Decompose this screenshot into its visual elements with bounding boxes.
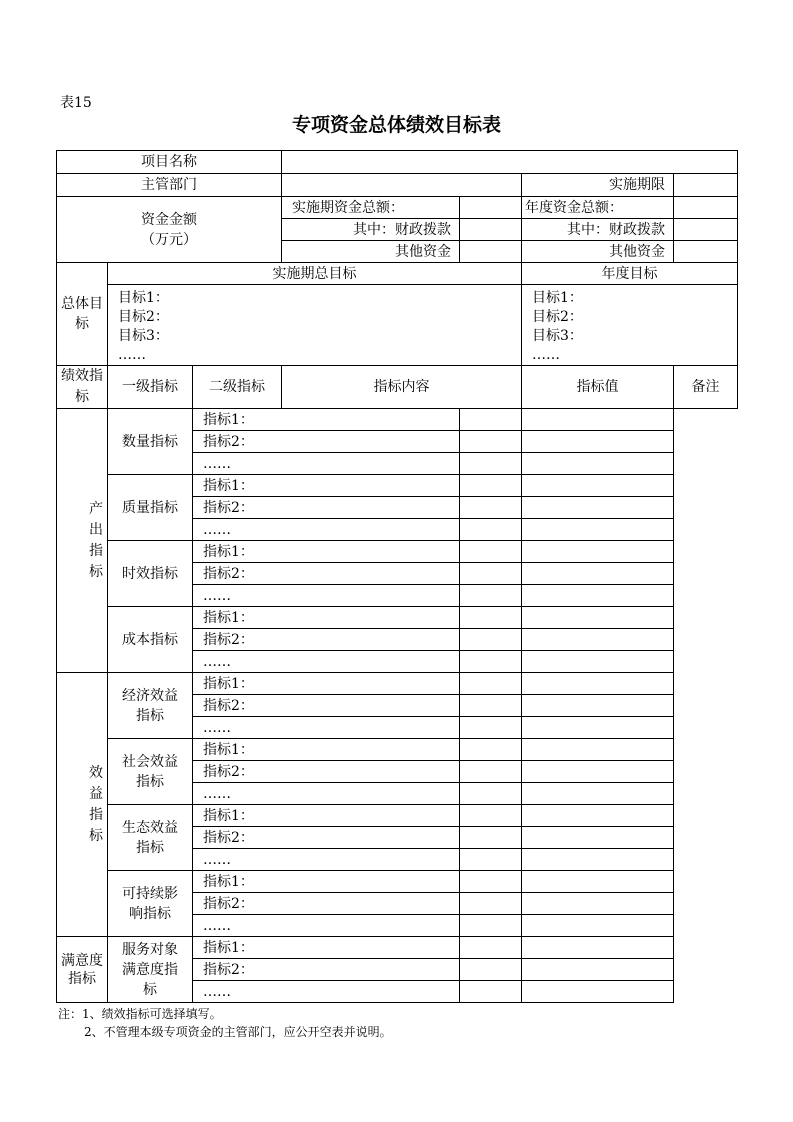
indicator-content[interactable]: 指标2：: [193, 431, 460, 453]
indicator-remark[interactable]: [522, 717, 674, 739]
project-name-value[interactable]: [282, 151, 738, 174]
table-row: [57, 409, 738, 431]
level2-indicator: 数量指标: [108, 409, 193, 475]
level2-header: 二级指标: [193, 366, 282, 409]
indicator-remark[interactable]: [522, 849, 674, 871]
indicator-value[interactable]: [460, 915, 522, 937]
other-value[interactable]: [460, 241, 522, 263]
row-funds-total: [57, 197, 738, 219]
notes: [58, 1005, 392, 1041]
indicator-value[interactable]: [460, 453, 522, 475]
indicator-value[interactable]: [460, 695, 522, 717]
indicator-remark[interactable]: [522, 915, 674, 937]
fiscal-value[interactable]: [460, 219, 522, 241]
period-goal-header: 实施期总目标: [108, 263, 522, 285]
indicator-remark[interactable]: [522, 827, 674, 849]
indicator-remark[interactable]: [522, 519, 674, 541]
row-goal-headers: [57, 263, 738, 285]
fiscal-label: 其中：财政拨款: [282, 219, 460, 241]
indicator-value[interactable]: [460, 959, 522, 981]
indicator-value[interactable]: [460, 827, 522, 849]
indicator-content[interactable]: 指标2：: [193, 761, 460, 783]
indicator-remark[interactable]: [522, 981, 674, 1003]
indicator-remark[interactable]: [522, 453, 674, 475]
indicator-content[interactable]: ……: [193, 915, 460, 937]
indicator-remark[interactable]: [522, 585, 674, 607]
indicator-content[interactable]: 指标2：: [193, 563, 460, 585]
indicator-content[interactable]: 指标2：: [193, 893, 460, 915]
indicator-content[interactable]: ……: [193, 453, 460, 475]
indicator-value[interactable]: [460, 563, 522, 585]
table-row: [57, 541, 738, 563]
indicator-value[interactable]: [460, 607, 522, 629]
document-title: 专项资金总体绩效目标表: [291, 114, 501, 136]
indicator-content[interactable]: 指标1：: [193, 607, 460, 629]
table-row: [57, 475, 738, 497]
indicator-value[interactable]: [460, 937, 522, 959]
indicator-remark[interactable]: [522, 783, 674, 805]
project-name-label: 项目名称: [57, 151, 282, 174]
level2-indicator: 社会效益指标: [108, 739, 193, 805]
indicator-value[interactable]: [460, 849, 522, 871]
table-row: [57, 739, 738, 761]
indicator-value[interactable]: [460, 871, 522, 893]
year-other-value[interactable]: [674, 241, 738, 263]
indicator-value[interactable]: [460, 475, 522, 497]
indicator-value[interactable]: [460, 673, 522, 695]
indicator-content[interactable]: 指标1：: [193, 673, 460, 695]
indicator-value[interactable]: [460, 629, 522, 651]
indicator-value[interactable]: [460, 585, 522, 607]
indicator-remark[interactable]: [522, 475, 674, 497]
note-1: 注：1、绩效指标可选择填写。: [58, 1007, 222, 1021]
indicator-value[interactable]: [460, 541, 522, 563]
year-total-value[interactable]: [674, 197, 738, 219]
indicators-label: 绩效指标: [57, 366, 108, 409]
table-row: [57, 937, 738, 959]
indicator-value[interactable]: [460, 981, 522, 1003]
output-indicators-label: 产出指标: [57, 409, 108, 673]
performance-goal-table: [56, 150, 738, 1003]
indicator-remark[interactable]: [522, 651, 674, 673]
indicator-remark[interactable]: [522, 937, 674, 959]
indicator-remark[interactable]: [522, 739, 674, 761]
year-fiscal-value[interactable]: [674, 219, 738, 241]
indicator-value[interactable]: [460, 739, 522, 761]
level2-indicator: 经济效益指标: [108, 673, 193, 739]
indicator-remark[interactable]: [522, 673, 674, 695]
indicator-content[interactable]: ……: [193, 783, 460, 805]
indicator-content[interactable]: 指标2：: [193, 827, 460, 849]
indicator-remark[interactable]: [522, 409, 674, 431]
indicator-value[interactable]: [460, 431, 522, 453]
indicator-remark[interactable]: [522, 607, 674, 629]
year-total-label: 年度资金总额：: [522, 197, 674, 219]
satisfaction-indicators-label: 满意度指标: [57, 937, 108, 1003]
indicator-value[interactable]: [460, 497, 522, 519]
indicator-content[interactable]: 指标2：: [193, 629, 460, 651]
level2-indicator: 服务对象满意度指标: [108, 937, 193, 1003]
indicator-remark[interactable]: [522, 959, 674, 981]
row-indicator-headers: [57, 366, 738, 409]
indicator-content[interactable]: ……: [193, 849, 460, 871]
level2-indicator: 可持续影响指标: [108, 871, 193, 937]
table-number: 表15: [60, 95, 92, 111]
level2-indicator: 成本指标: [108, 607, 193, 673]
indicator-remark[interactable]: [522, 893, 674, 915]
indicator-remark[interactable]: [522, 541, 674, 563]
period-total-value[interactable]: [460, 197, 522, 219]
indicator-content[interactable]: 指标2：: [193, 695, 460, 717]
indicator-content[interactable]: 指标1：: [193, 871, 460, 893]
indicator-remark[interactable]: [522, 431, 674, 453]
indicator-content[interactable]: ……: [193, 651, 460, 673]
indicator-value[interactable]: [460, 519, 522, 541]
row-dept: [57, 174, 738, 197]
remark-header: 备注: [674, 366, 738, 409]
dept-label: 主管部门: [57, 174, 282, 197]
indicator-value[interactable]: [460, 651, 522, 673]
indicator-remark[interactable]: [522, 805, 674, 827]
level2-indicator: 生态效益指标: [108, 805, 193, 871]
period-label: 实施期限: [522, 174, 674, 197]
table-row: [57, 607, 738, 629]
period-total-label: 实施期资金总额：: [282, 197, 460, 219]
other-label: 其他资金: [282, 241, 460, 263]
indicator-value[interactable]: [460, 893, 522, 915]
year-fiscal-label: 其中：财政拨款: [522, 219, 674, 241]
dept-value[interactable]: [282, 174, 522, 197]
indicator-content[interactable]: ……: [193, 717, 460, 739]
year-other-label: 其他资金: [522, 241, 674, 263]
indicator-remark[interactable]: [522, 497, 674, 519]
indicator-value[interactable]: [460, 805, 522, 827]
row-project-name: [57, 151, 738, 174]
period-value[interactable]: [674, 174, 738, 197]
content-header: 指标内容: [282, 366, 522, 409]
table-row: [57, 871, 738, 893]
table-row: [57, 673, 738, 695]
indicator-remark[interactable]: [522, 563, 674, 585]
indicator-value[interactable]: [460, 783, 522, 805]
overall-goal-label: 总体目标: [57, 263, 108, 366]
row-goals: [57, 285, 738, 366]
period-goals[interactable]: 目标1： 目标2： 目标3： ……: [108, 285, 522, 366]
benefit-indicators-label: 效益指标: [57, 673, 108, 937]
note-2: 2、不管理本级专项资金的主管部门，应公开空表并说明。: [84, 1025, 392, 1039]
level2-indicator: 时效指标: [108, 541, 193, 607]
level2-indicator: 质量指标: [108, 475, 193, 541]
indicator-value[interactable]: [460, 761, 522, 783]
indicator-content[interactable]: 指标1：: [193, 409, 460, 431]
year-goal-header: 年度目标: [522, 263, 738, 285]
indicator-content[interactable]: 指标1：: [193, 541, 460, 563]
indicator-content[interactable]: 指标1：: [193, 805, 460, 827]
indicator-remark[interactable]: [522, 761, 674, 783]
value-header: 指标值: [522, 366, 674, 409]
indicator-remark[interactable]: [522, 871, 674, 893]
indicator-content[interactable]: ……: [193, 585, 460, 607]
indicator-content[interactable]: ……: [193, 981, 460, 1003]
indicator-remark[interactable]: [522, 695, 674, 717]
year-goals[interactable]: 目标1： 目标2： 目标3： ……: [522, 285, 738, 366]
funds-label: 资金金额 （万元）: [57, 197, 282, 263]
indicator-content[interactable]: ……: [193, 519, 460, 541]
indicator-content[interactable]: 指标1：: [193, 475, 460, 497]
indicator-content[interactable]: 指标1：: [193, 937, 460, 959]
indicator-content[interactable]: 指标1：: [193, 739, 460, 761]
indicator-value[interactable]: [460, 409, 522, 431]
table-row: [57, 805, 738, 827]
indicator-value[interactable]: [460, 717, 522, 739]
indicator-content[interactable]: 指标2：: [193, 959, 460, 981]
indicator-remark[interactable]: [522, 629, 674, 651]
indicator-content[interactable]: 指标2：: [193, 497, 460, 519]
level1-header: 一级指标: [108, 366, 193, 409]
